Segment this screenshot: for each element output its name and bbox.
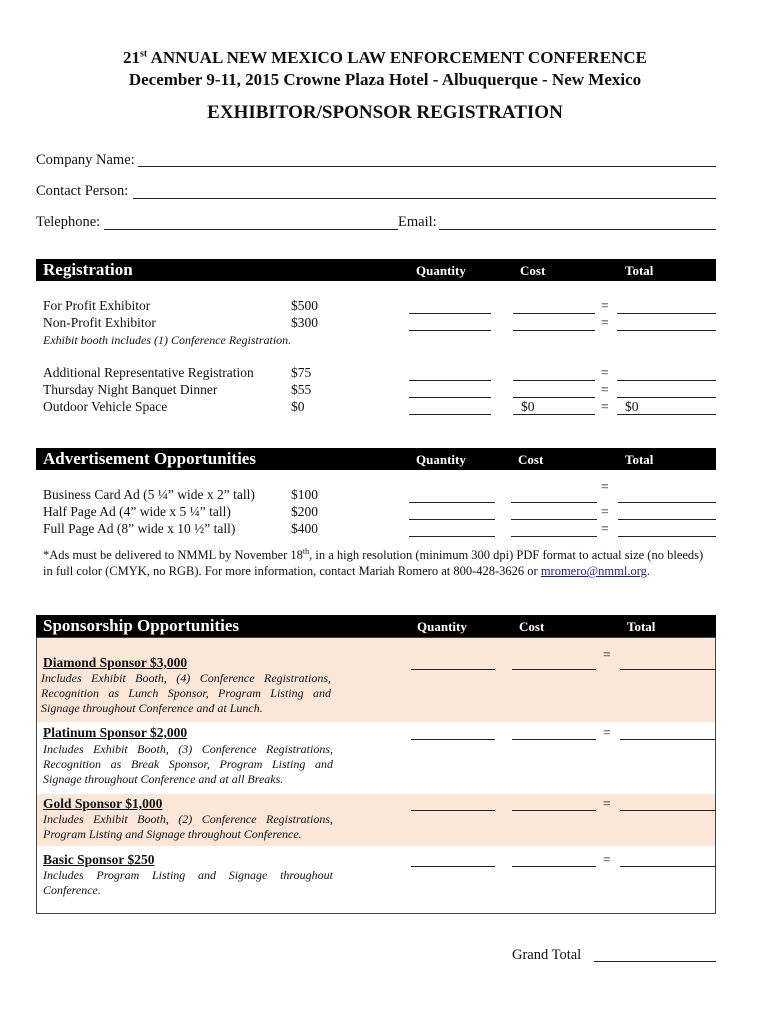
form-title: EXHIBITOR/SPONSOR REGISTRATION: [207, 102, 563, 123]
total-column-header: Total: [625, 263, 654, 278]
diamond-cost-field[interactable]: [512, 656, 596, 670]
ad-delivery-note: *Ads must be delivered to NMML by November 18th, in a high resolution (minimum 300 dpi) PDF format to actual size (no bleeds) in full color (CMYK, no RGB). For more information, contact Mariah Romero at 800-428-3626 or mromero@nmml.org.: [43, 547, 704, 579]
business-card-ad-label: Business Card Ad (5 ¼” wide x 2” tall): [43, 487, 255, 502]
outdoor-vehicle-quantity-field[interactable]: [409, 401, 491, 415]
email-field[interactable]: [439, 229, 716, 230]
cost-column-header: Cost: [519, 619, 545, 634]
basic-total-field[interactable]: [620, 853, 716, 867]
equals-sign: =: [601, 504, 609, 519]
outdoor-vehicle-label: Outdoor Vehicle Space: [43, 399, 168, 414]
diamond-quantity-field[interactable]: [411, 656, 495, 670]
full-page-total-field[interactable]: [618, 523, 716, 537]
banquet-total-field[interactable]: [617, 384, 716, 398]
banquet-dinner-label: Thursday Night Banquet Dinner: [43, 382, 218, 397]
total-column-header: Total: [627, 619, 656, 634]
banquet-quantity-field[interactable]: [409, 384, 491, 398]
outdoor-vehicle-total-field[interactable]: $0: [617, 399, 716, 415]
contact-person-field[interactable]: [133, 198, 716, 199]
for-profit-exhibitor-label: For Profit Exhibitor: [43, 298, 151, 313]
for-profit-quantity-field[interactable]: [409, 300, 491, 314]
half-page-quantity-field[interactable]: [409, 506, 495, 520]
platinum-quantity-field[interactable]: [411, 726, 495, 740]
business-card-total-field[interactable]: [618, 489, 716, 503]
business-card-quantity-field[interactable]: [409, 489, 495, 503]
contact-email-link[interactable]: mromero@nmml.org: [540, 564, 647, 579]
diamond-total-field[interactable]: [620, 656, 716, 670]
platinum-cost-field[interactable]: [512, 726, 596, 740]
cost-column-header: Cost: [518, 452, 544, 467]
outdoor-vehicle-cost-field[interactable]: $0: [513, 399, 595, 415]
quantity-column-header: Quantity: [417, 619, 467, 634]
equals-sign: =: [603, 852, 611, 867]
platinum-total-field[interactable]: [620, 726, 716, 740]
additional-rep-cost-field[interactable]: [513, 367, 595, 381]
basic-sponsor-title: Basic Sponsor $250: [43, 852, 155, 867]
equals-sign: =: [601, 298, 609, 313]
half-page-ad-label: Half Page Ad (4” wide x 5 ¼” tall): [43, 504, 231, 519]
for-profit-total-field[interactable]: [617, 300, 716, 314]
conference-title: 21st ANNUAL NEW MEXICO LAW ENFORCEMENT CONFERENCE: [123, 48, 647, 67]
basic-sponsor-description: Includes Program Listing and Signage throughout Conference.: [43, 868, 333, 897]
non-profit-total-field[interactable]: [617, 317, 716, 331]
additional-rep-total-field[interactable]: [617, 367, 716, 381]
platinum-sponsor-title: Platinum Sponsor $2,000: [43, 725, 188, 740]
gold-sponsor-title: Gold Sponsor $1,000: [43, 796, 163, 811]
sponsorship-title: Sponsorship Opportunities: [43, 616, 240, 635]
outdoor-vehicle-price: $0: [291, 399, 305, 414]
email-label: Email:: [398, 214, 437, 230]
banquet-cost-field[interactable]: [513, 384, 595, 398]
advertisement-header-bar: [36, 448, 716, 470]
sponsorship-header-bar: [36, 615, 716, 637]
conference-dates: December 9-11, 2015 Crowne Plaza Hotel - Albuquerque - New Mexico: [128, 70, 642, 89]
diamond-sponsor-title: Diamond Sponsor $3,000: [43, 655, 188, 670]
quantity-column-header: Quantity: [416, 452, 466, 467]
full-page-quantity-field[interactable]: [409, 523, 495, 537]
non-profit-quantity-field[interactable]: [409, 317, 491, 331]
gold-cost-field[interactable]: [512, 797, 596, 811]
banquet-dinner-price: $55: [291, 382, 312, 397]
additional-rep-quantity-field[interactable]: [409, 367, 491, 381]
non-profit-exhibitor-price: $300: [291, 315, 318, 330]
for-profit-cost-field[interactable]: [513, 300, 595, 314]
non-profit-exhibitor-label: Non-Profit Exhibitor: [43, 315, 156, 330]
contact-person-label: Contact Person:: [36, 183, 129, 199]
equals-sign: =: [603, 796, 611, 811]
grand-total-field[interactable]: [594, 961, 716, 962]
company-name-field[interactable]: [138, 166, 716, 167]
equals-sign: =: [601, 315, 609, 330]
registration-header-bar: [36, 259, 716, 281]
platinum-sponsor-description: Includes Exhibit Booth, (3) Conference Registrations, Recognition as Break Sponsor, Program Listing and Signage throughout Conference and at all Breaks.: [43, 742, 333, 786]
company-name-label: Company Name:: [36, 152, 135, 168]
diamond-sponsor-description: Includes Exhibit Booth, (4) Conference Registrations, Recognition as Lunch Sponsor, Program Listing and Signage throughout Conference and at Lunch.: [41, 671, 331, 715]
registration-title: Registration: [43, 260, 133, 279]
basic-quantity-field[interactable]: [411, 853, 495, 867]
telephone-field[interactable]: [104, 229, 398, 230]
additional-rep-label: Additional Representative Registration: [43, 365, 254, 380]
half-page-cost-field[interactable]: [511, 506, 597, 520]
equals-sign: =: [601, 382, 609, 397]
quantity-column-header: Quantity: [416, 263, 466, 278]
advertisement-title: Advertisement Opportunities: [43, 449, 256, 468]
telephone-label: Telephone:: [36, 214, 101, 230]
for-profit-exhibitor-price: $500: [291, 298, 318, 313]
full-page-ad-label: Full Page Ad (8” wide x 10 ½” tall): [43, 521, 236, 536]
full-page-cost-field[interactable]: [511, 523, 597, 537]
basic-cost-field[interactable]: [512, 853, 596, 867]
half-page-total-field[interactable]: [618, 506, 716, 520]
non-profit-cost-field[interactable]: [513, 317, 595, 331]
business-card-cost-field[interactable]: [511, 489, 597, 503]
grand-total-label: Grand Total: [512, 947, 582, 963]
additional-rep-price: $75: [291, 365, 312, 380]
total-column-header: Total: [625, 452, 654, 467]
gold-sponsor-description: Includes Exhibit Booth, (2) Conference Registrations, Program Listing and Signage throughout Conference.: [43, 812, 333, 841]
business-card-ad-price: $100: [291, 487, 318, 502]
equals-sign: =: [603, 647, 611, 662]
exhibit-booth-note: Exhibit booth includes (1) Conference Registration.: [43, 333, 292, 347]
equals-sign: =: [603, 725, 611, 740]
equals-sign: =: [601, 521, 609, 536]
full-page-ad-price: $400: [291, 521, 318, 536]
half-page-ad-price: $200: [291, 504, 318, 519]
equals-sign: =: [601, 479, 609, 494]
equals-sign: =: [601, 399, 609, 414]
equals-sign: =: [601, 365, 609, 380]
gold-total-field[interactable]: [620, 797, 716, 811]
gold-quantity-field[interactable]: [411, 797, 495, 811]
cost-column-header: Cost: [520, 263, 546, 278]
